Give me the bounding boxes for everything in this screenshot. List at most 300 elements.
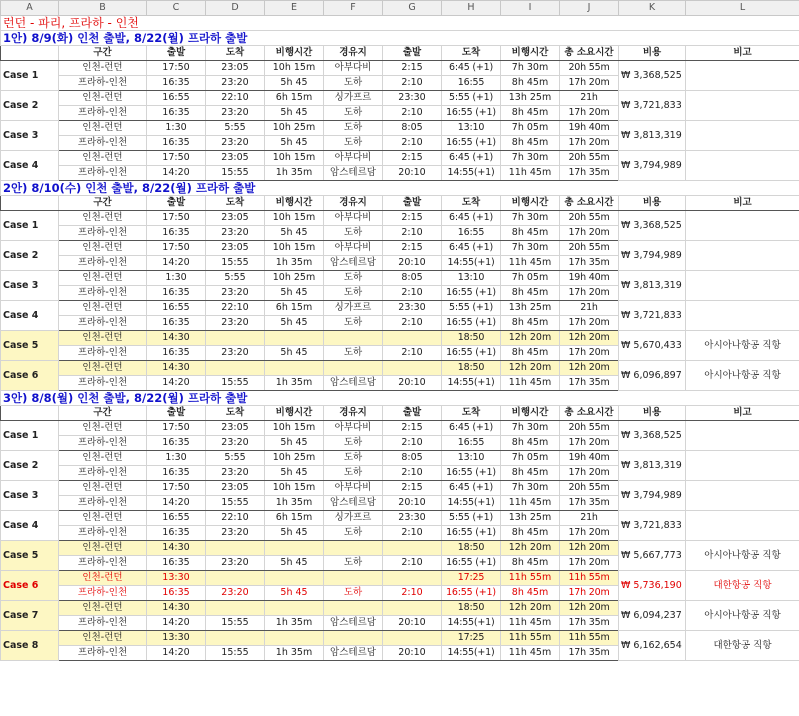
cost-cell[interactable]: ₩ 3,794,989: [619, 481, 686, 511]
cell[interactable]: 23:05: [206, 151, 265, 166]
cell[interactable]: 12h 20m: [501, 361, 560, 376]
cell[interactable]: 20:10: [383, 376, 442, 391]
cell[interactable]: [383, 571, 442, 586]
cell[interactable]: 12h 20m: [560, 331, 619, 346]
cell[interactable]: 16:55: [442, 76, 501, 91]
cell[interactable]: 23:05: [206, 481, 265, 496]
cell[interactable]: 22:10: [206, 91, 265, 106]
cell[interactable]: 17:25: [442, 631, 501, 646]
cell[interactable]: 도하: [324, 136, 383, 151]
header-cell[interactable]: 비행시간: [265, 406, 324, 421]
cell[interactable]: 17h 20m: [560, 346, 619, 361]
cell[interactable]: 아부다비: [324, 421, 383, 436]
cell[interactable]: 14:30: [147, 541, 206, 556]
cell[interactable]: 16:55 (+1): [442, 136, 501, 151]
cell[interactable]: 10h 25m: [265, 271, 324, 286]
cell[interactable]: 23:20: [206, 226, 265, 241]
cell[interactable]: 13:10: [442, 271, 501, 286]
cell[interactable]: 7h 30m: [501, 211, 560, 226]
cost-cell[interactable]: ₩ 3,368,525: [619, 61, 686, 91]
cost-cell[interactable]: ₩ 3,721,833: [619, 511, 686, 541]
cell[interactable]: 17h 20m: [560, 586, 619, 601]
cell[interactable]: 인천-런던: [59, 151, 147, 166]
header-cell[interactable]: 총 소요시간: [560, 196, 619, 211]
cell[interactable]: [383, 361, 442, 376]
cell[interactable]: 14:20: [147, 166, 206, 181]
cell[interactable]: 17h 20m: [560, 136, 619, 151]
cell[interactable]: 2:10: [383, 346, 442, 361]
cell[interactable]: 8h 45m: [501, 436, 560, 451]
cell[interactable]: 2:10: [383, 76, 442, 91]
header-cell[interactable]: 총 소요시간: [560, 406, 619, 421]
cell[interactable]: 프라하-인천: [59, 376, 147, 391]
cell[interactable]: 프라하-인천: [59, 346, 147, 361]
header-cell[interactable]: 경유지: [324, 406, 383, 421]
cell[interactable]: 5:55: [206, 121, 265, 136]
cost-cell[interactable]: ₩ 5,736,190: [619, 571, 686, 601]
cost-cell[interactable]: ₩ 5,670,433: [619, 331, 686, 361]
cell[interactable]: 17:50: [147, 481, 206, 496]
cell[interactable]: 23:20: [206, 106, 265, 121]
cell[interactable]: 20h 55m: [560, 421, 619, 436]
cell[interactable]: 17h 20m: [560, 76, 619, 91]
cell[interactable]: 16:55 (+1): [442, 466, 501, 481]
cost-cell[interactable]: ₩ 3,794,989: [619, 151, 686, 181]
cell[interactable]: 18:50: [442, 361, 501, 376]
cell[interactable]: 프라하-인천: [59, 166, 147, 181]
cell[interactable]: 도하: [324, 106, 383, 121]
header-cell[interactable]: 비행시간: [501, 196, 560, 211]
cell[interactable]: 16:55 (+1): [442, 316, 501, 331]
cell[interactable]: 프라하-인천: [59, 316, 147, 331]
note-cell[interactable]: [686, 61, 799, 91]
cell[interactable]: 21h: [560, 511, 619, 526]
cell[interactable]: 5h 45: [265, 436, 324, 451]
cell[interactable]: [265, 541, 324, 556]
cell[interactable]: 16:55 (+1): [442, 526, 501, 541]
cell[interactable]: 아부다비: [324, 241, 383, 256]
cell[interactable]: 인천-런던: [59, 271, 147, 286]
cell[interactable]: 5h 45: [265, 106, 324, 121]
cell[interactable]: 5h 45: [265, 76, 324, 91]
cell[interactable]: 2:10: [383, 286, 442, 301]
cell[interactable]: 19h 40m: [560, 451, 619, 466]
cell[interactable]: 15:55: [206, 256, 265, 271]
cell[interactable]: 17h 35m: [560, 166, 619, 181]
cell[interactable]: 16:55 (+1): [442, 286, 501, 301]
cell[interactable]: [324, 601, 383, 616]
cell[interactable]: 프라하-인천: [59, 136, 147, 151]
header-cell[interactable]: 비고: [686, 46, 799, 61]
cell[interactable]: 프라하-인천: [59, 226, 147, 241]
cell[interactable]: 14:55(+1): [442, 496, 501, 511]
cell[interactable]: 16:55 (+1): [442, 346, 501, 361]
cell[interactable]: 17h 20m: [560, 316, 619, 331]
cell[interactable]: 23:20: [206, 76, 265, 91]
cell[interactable]: 5h 45: [265, 556, 324, 571]
cell[interactable]: 20h 55m: [560, 211, 619, 226]
cell[interactable]: 16:35: [147, 556, 206, 571]
cell[interactable]: 13h 25m: [501, 511, 560, 526]
cell[interactable]: 5h 45: [265, 586, 324, 601]
cell[interactable]: 8h 45m: [501, 226, 560, 241]
cost-cell[interactable]: ₩ 6,096,897: [619, 361, 686, 391]
header-cell[interactable]: 도착: [206, 46, 265, 61]
cell[interactable]: 아부다비: [324, 61, 383, 76]
cell[interactable]: 14:20: [147, 376, 206, 391]
cell[interactable]: 1:30: [147, 271, 206, 286]
cell[interactable]: 16:55: [147, 301, 206, 316]
cell[interactable]: 8h 45m: [501, 466, 560, 481]
cell[interactable]: 8h 45m: [501, 286, 560, 301]
header-cell[interactable]: 출발: [147, 406, 206, 421]
header-cell[interactable]: 도착: [206, 406, 265, 421]
cell[interactable]: 10h 25m: [265, 121, 324, 136]
column-header-i[interactable]: I: [501, 1, 560, 16]
case-label[interactable]: Case 5: [1, 541, 59, 571]
cell[interactable]: 17:50: [147, 421, 206, 436]
cell[interactable]: 20:10: [383, 616, 442, 631]
header-cell[interactable]: 도착: [442, 196, 501, 211]
cell[interactable]: 18:50: [442, 601, 501, 616]
cell[interactable]: 5h 45: [265, 286, 324, 301]
cell[interactable]: 1h 35m: [265, 256, 324, 271]
column-header-f[interactable]: F: [324, 1, 383, 16]
cell[interactable]: 21h: [560, 301, 619, 316]
cell[interactable]: 23:20: [206, 136, 265, 151]
cell[interactable]: 16:55: [147, 91, 206, 106]
header-cell[interactable]: 비행시간: [265, 196, 324, 211]
cell[interactable]: [265, 331, 324, 346]
cell[interactable]: 인천-런던: [59, 601, 147, 616]
case-label[interactable]: Case 7: [1, 601, 59, 631]
cost-cell[interactable]: ₩ 6,162,654: [619, 631, 686, 661]
cell[interactable]: 2:15: [383, 241, 442, 256]
cell[interactable]: 2:15: [383, 421, 442, 436]
cell[interactable]: 17h 20m: [560, 436, 619, 451]
header-cell[interactable]: 출발: [383, 406, 442, 421]
header-cell[interactable]: 비용: [619, 406, 686, 421]
cell[interactable]: 20h 55m: [560, 61, 619, 76]
note-cell[interactable]: 아시아나항공 직항: [686, 361, 799, 391]
blank-cell[interactable]: [1, 406, 59, 421]
header-cell[interactable]: 출발: [383, 46, 442, 61]
cell[interactable]: 14:55(+1): [442, 646, 501, 661]
cell[interactable]: 인천-런던: [59, 421, 147, 436]
cost-cell[interactable]: ₩ 3,794,989: [619, 241, 686, 271]
cell[interactable]: 1h 35m: [265, 496, 324, 511]
cost-cell[interactable]: ₩ 3,721,833: [619, 91, 686, 121]
cell[interactable]: 23:05: [206, 61, 265, 76]
case-label[interactable]: Case 2: [1, 451, 59, 481]
case-label[interactable]: Case 1: [1, 61, 59, 91]
cell[interactable]: 22:10: [206, 511, 265, 526]
cell[interactable]: [206, 601, 265, 616]
cell[interactable]: 11h 55m: [501, 631, 560, 646]
cell[interactable]: 10h 15m: [265, 61, 324, 76]
cell[interactable]: 16:35: [147, 286, 206, 301]
cell[interactable]: 17h 20m: [560, 526, 619, 541]
cell[interactable]: 5h 45: [265, 346, 324, 361]
cell[interactable]: 13:10: [442, 451, 501, 466]
cell[interactable]: 인천-런던: [59, 61, 147, 76]
cell[interactable]: [206, 541, 265, 556]
cell[interactable]: 프라하-인천: [59, 286, 147, 301]
cell[interactable]: 16:55: [442, 226, 501, 241]
cell[interactable]: 13:30: [147, 571, 206, 586]
cell[interactable]: 아부다비: [324, 481, 383, 496]
cell[interactable]: 8h 45m: [501, 136, 560, 151]
cell[interactable]: 아부다비: [324, 151, 383, 166]
cell[interactable]: 1h 35m: [265, 616, 324, 631]
cost-cell[interactable]: ₩ 6,094,237: [619, 601, 686, 631]
cell[interactable]: 12h 20m: [501, 331, 560, 346]
cell[interactable]: 도하: [324, 436, 383, 451]
cell[interactable]: 프라하-인천: [59, 586, 147, 601]
cell[interactable]: 인천-런던: [59, 451, 147, 466]
cell[interactable]: 인천-런던: [59, 511, 147, 526]
cell[interactable]: 5h 45: [265, 466, 324, 481]
cell[interactable]: 프라하-인천: [59, 616, 147, 631]
cell[interactable]: 18:50: [442, 541, 501, 556]
cell[interactable]: 15:55: [206, 616, 265, 631]
cell[interactable]: 15:55: [206, 496, 265, 511]
cell[interactable]: 21h: [560, 91, 619, 106]
cell[interactable]: 10h 15m: [265, 241, 324, 256]
cell[interactable]: [265, 631, 324, 646]
cell[interactable]: 10h 15m: [265, 151, 324, 166]
note-cell[interactable]: 대한항공 직항: [686, 631, 799, 661]
cell[interactable]: 2:10: [383, 136, 442, 151]
cell[interactable]: 2:10: [383, 316, 442, 331]
cell[interactable]: 13h 25m: [501, 301, 560, 316]
note-cell[interactable]: [686, 511, 799, 541]
header-cell[interactable]: 경유지: [324, 46, 383, 61]
cell[interactable]: 8h 45m: [501, 76, 560, 91]
cell[interactable]: 23:20: [206, 316, 265, 331]
cell[interactable]: 인천-런던: [59, 241, 147, 256]
cell[interactable]: 7h 05m: [501, 121, 560, 136]
case-label[interactable]: Case 5: [1, 331, 59, 361]
cell[interactable]: 14:55(+1): [442, 256, 501, 271]
cell[interactable]: 7h 30m: [501, 151, 560, 166]
cell[interactable]: [383, 541, 442, 556]
cell[interactable]: 2:15: [383, 151, 442, 166]
cell[interactable]: 20h 55m: [560, 151, 619, 166]
cell[interactable]: 23:20: [206, 466, 265, 481]
case-label[interactable]: Case 6: [1, 361, 59, 391]
header-cell[interactable]: 구간: [59, 406, 147, 421]
cell[interactable]: 프라하-인천: [59, 556, 147, 571]
cell[interactable]: 2:10: [383, 106, 442, 121]
cell[interactable]: 23:20: [206, 436, 265, 451]
case-label[interactable]: Case 1: [1, 421, 59, 451]
cell[interactable]: 싱가프르: [324, 91, 383, 106]
cell[interactable]: 16:35: [147, 526, 206, 541]
cost-cell[interactable]: ₩ 3,813,319: [619, 271, 686, 301]
cell[interactable]: 23:05: [206, 211, 265, 226]
cell[interactable]: 인천-런던: [59, 121, 147, 136]
cell[interactable]: 20:10: [383, 166, 442, 181]
cell[interactable]: 17h 20m: [560, 106, 619, 121]
cell[interactable]: 인천-런던: [59, 301, 147, 316]
plan-title[interactable]: 3안) 8/8(월) 인천 출발, 8/22(월) 프라하 출발: [1, 391, 799, 406]
cell[interactable]: 1h 35m: [265, 376, 324, 391]
cell[interactable]: 16:55: [442, 436, 501, 451]
cell[interactable]: 7h 30m: [501, 421, 560, 436]
cell[interactable]: 도하: [324, 526, 383, 541]
cell[interactable]: [265, 601, 324, 616]
cell[interactable]: 16:55: [147, 511, 206, 526]
case-label[interactable]: Case 8: [1, 631, 59, 661]
cell[interactable]: 프라하-인천: [59, 106, 147, 121]
cell[interactable]: 6:45 (+1): [442, 481, 501, 496]
cell[interactable]: 인천-런던: [59, 361, 147, 376]
cell[interactable]: [324, 331, 383, 346]
header-cell[interactable]: 비행시간: [501, 406, 560, 421]
cell[interactable]: 6:45 (+1): [442, 211, 501, 226]
note-cell[interactable]: 대한항공 직항: [686, 571, 799, 601]
cell[interactable]: [383, 631, 442, 646]
case-label[interactable]: Case 4: [1, 151, 59, 181]
cell[interactable]: [265, 361, 324, 376]
note-cell[interactable]: [686, 421, 799, 451]
cell[interactable]: 23:05: [206, 241, 265, 256]
cell[interactable]: 19h 40m: [560, 271, 619, 286]
column-header-l[interactable]: L: [686, 1, 799, 16]
case-label[interactable]: Case 3: [1, 121, 59, 151]
cell[interactable]: 14:20: [147, 616, 206, 631]
cell[interactable]: 17:50: [147, 241, 206, 256]
cell[interactable]: 아부다비: [324, 211, 383, 226]
cost-cell[interactable]: ₩ 3,368,525: [619, 211, 686, 241]
cell[interactable]: 도하: [324, 271, 383, 286]
cell[interactable]: [206, 631, 265, 646]
cell[interactable]: 암스테르담: [324, 376, 383, 391]
note-cell[interactable]: [686, 211, 799, 241]
note-cell[interactable]: [686, 271, 799, 301]
cell[interactable]: 8h 45m: [501, 526, 560, 541]
cell[interactable]: 14:20: [147, 646, 206, 661]
cell[interactable]: 도하: [324, 286, 383, 301]
cell[interactable]: 1:30: [147, 121, 206, 136]
header-cell[interactable]: 비용: [619, 46, 686, 61]
cell[interactable]: [383, 331, 442, 346]
cell[interactable]: 13h 25m: [501, 91, 560, 106]
cell[interactable]: 암스테르담: [324, 646, 383, 661]
cell[interactable]: 17:50: [147, 151, 206, 166]
cell[interactable]: 7h 30m: [501, 61, 560, 76]
cell[interactable]: [265, 571, 324, 586]
cell[interactable]: 16:55 (+1): [442, 586, 501, 601]
note-cell[interactable]: 아시아나항공 직항: [686, 541, 799, 571]
cell[interactable]: 12h 20m: [560, 361, 619, 376]
cell[interactable]: 암스테르담: [324, 616, 383, 631]
cell[interactable]: 인천-런던: [59, 91, 147, 106]
header-cell[interactable]: 총 소요시간: [560, 46, 619, 61]
cell[interactable]: 5h 45: [265, 136, 324, 151]
cell[interactable]: 1:30: [147, 451, 206, 466]
cell[interactable]: 16:35: [147, 76, 206, 91]
cell[interactable]: 16:35: [147, 346, 206, 361]
note-cell[interactable]: [686, 301, 799, 331]
cell[interactable]: 14:30: [147, 601, 206, 616]
cell[interactable]: 1h 35m: [265, 166, 324, 181]
cell[interactable]: 13:10: [442, 121, 501, 136]
cell[interactable]: 인천-런던: [59, 541, 147, 556]
plan-title[interactable]: 1안) 8/9(화) 인천 출발, 8/22(월) 프라하 출발: [1, 31, 799, 46]
cell[interactable]: 16:35: [147, 316, 206, 331]
note-cell[interactable]: [686, 91, 799, 121]
column-header-g[interactable]: G: [383, 1, 442, 16]
cell[interactable]: 17:50: [147, 61, 206, 76]
note-cell[interactable]: [686, 121, 799, 151]
header-cell[interactable]: 구간: [59, 46, 147, 61]
cell[interactable]: 16:35: [147, 466, 206, 481]
cell[interactable]: 12h 20m: [560, 601, 619, 616]
cell[interactable]: 13:30: [147, 631, 206, 646]
cell[interactable]: 6h 15m: [265, 91, 324, 106]
cell[interactable]: 14:20: [147, 256, 206, 271]
cell[interactable]: 인천-런던: [59, 631, 147, 646]
cell[interactable]: [324, 541, 383, 556]
cell[interactable]: 암스테르담: [324, 166, 383, 181]
cell[interactable]: 2:15: [383, 61, 442, 76]
cell[interactable]: [324, 571, 383, 586]
header-cell[interactable]: 도착: [442, 46, 501, 61]
cell[interactable]: 2:10: [383, 586, 442, 601]
note-cell[interactable]: [686, 481, 799, 511]
cell[interactable]: 암스테르담: [324, 256, 383, 271]
cell[interactable]: 8:05: [383, 451, 442, 466]
cell[interactable]: 14:30: [147, 361, 206, 376]
cell[interactable]: 7h 05m: [501, 271, 560, 286]
cell[interactable]: 16:35: [147, 136, 206, 151]
cell[interactable]: 8h 45m: [501, 586, 560, 601]
cell[interactable]: 17h 20m: [560, 556, 619, 571]
cell[interactable]: 프라하-인천: [59, 256, 147, 271]
cell[interactable]: 도하: [324, 451, 383, 466]
cell[interactable]: 7h 30m: [501, 481, 560, 496]
cell[interactable]: 인천-런던: [59, 331, 147, 346]
cell[interactable]: 12h 20m: [560, 541, 619, 556]
cell[interactable]: 14:55(+1): [442, 166, 501, 181]
cell[interactable]: 19h 40m: [560, 121, 619, 136]
cell[interactable]: 14:30: [147, 331, 206, 346]
cell[interactable]: 23:05: [206, 421, 265, 436]
header-cell[interactable]: 구간: [59, 196, 147, 211]
cell[interactable]: 15:55: [206, 166, 265, 181]
cell[interactable]: 11h 45m: [501, 646, 560, 661]
cost-cell[interactable]: ₩ 3,813,319: [619, 121, 686, 151]
cell[interactable]: 프라하-인천: [59, 526, 147, 541]
cell[interactable]: 23:30: [383, 511, 442, 526]
cell[interactable]: 23:20: [206, 286, 265, 301]
case-label[interactable]: Case 1: [1, 211, 59, 241]
cost-cell[interactable]: ₩ 3,813,319: [619, 451, 686, 481]
cell[interactable]: 10h 25m: [265, 451, 324, 466]
cell[interactable]: 14:55(+1): [442, 616, 501, 631]
cell[interactable]: 도하: [324, 226, 383, 241]
cell[interactable]: 11h 45m: [501, 256, 560, 271]
cell[interactable]: 17h 20m: [560, 226, 619, 241]
cell[interactable]: 22:10: [206, 301, 265, 316]
cell[interactable]: 2:10: [383, 226, 442, 241]
cell[interactable]: 11h 45m: [501, 616, 560, 631]
column-header-c[interactable]: C: [147, 1, 206, 16]
cell[interactable]: 11h 45m: [501, 496, 560, 511]
cell[interactable]: 프라하-인천: [59, 646, 147, 661]
